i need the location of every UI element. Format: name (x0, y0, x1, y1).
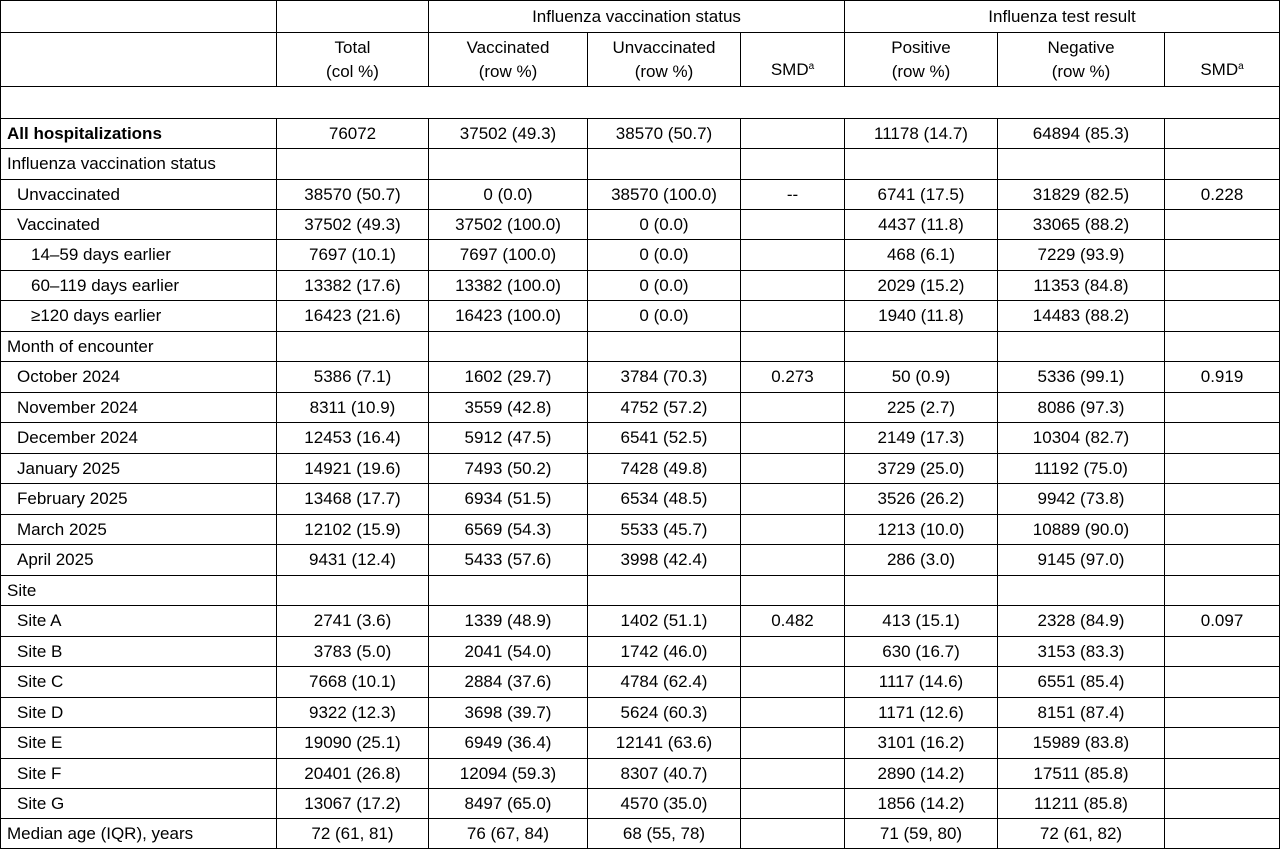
table-cell: 2149 (17.3) (845, 423, 998, 454)
table-cell: 9431 (12.4) (277, 545, 429, 576)
table-cell: 3559 (42.8) (429, 393, 588, 423)
table-cell: 37502 (49.3) (429, 119, 588, 149)
table-row (1, 728, 1280, 759)
table-cell: 413 (15.1) (845, 606, 998, 637)
table-cell: 11211 (85.8) (998, 789, 1165, 819)
table-cell (741, 210, 845, 240)
col-header-smd-test: SMD$^a$ (1165, 33, 1280, 87)
table-row (1, 819, 1280, 849)
table-cell (1165, 119, 1280, 149)
table-cell (741, 454, 845, 484)
table-row (1, 393, 1280, 423)
table-cell: 5433 (57.6) (429, 545, 588, 576)
table-row (1, 271, 1280, 301)
table-cell: 72 (61, 82) (998, 819, 1165, 849)
table-cell (1165, 454, 1280, 484)
table-cell (1165, 545, 1280, 576)
table-cell (741, 576, 845, 606)
row-label: Influenza vaccination status (1, 149, 277, 180)
table-cell: 16423 (21.6) (277, 301, 429, 332)
table-row (1, 149, 1280, 180)
table-cell: 6541 (52.5) (588, 423, 741, 454)
table-cell (1165, 301, 1280, 332)
row-label: April 2025 (1, 545, 277, 576)
table-row (1, 759, 1280, 789)
table-cell: 38570 (50.7) (277, 180, 429, 210)
group-header-test-result: Influenza test result (845, 1, 1280, 33)
table-cell (1165, 210, 1280, 240)
table-cell: 1856 (14.2) (845, 789, 998, 819)
table-cell: 1339 (48.9) (429, 606, 588, 637)
table-row (1, 789, 1280, 819)
table-cell (588, 576, 741, 606)
table-cell: 76 (67, 84) (429, 819, 588, 849)
table-cell: 4570 (35.0) (588, 789, 741, 819)
row-label: Site A (1, 606, 277, 637)
table-row (1, 606, 1280, 637)
table-cell (741, 301, 845, 332)
table-cell (741, 423, 845, 454)
table-cell: 4437 (11.8) (845, 210, 998, 240)
table-cell: 6551 (85.4) (998, 667, 1165, 698)
table-cell: 6934 (51.5) (429, 484, 588, 515)
table-cell: 8311 (10.9) (277, 393, 429, 423)
table-cell (1165, 332, 1280, 362)
table-cell: 12102 (15.9) (277, 515, 429, 545)
table-cell (1165, 240, 1280, 271)
table-cell: 71 (59, 80) (845, 819, 998, 849)
table-cell: 38570 (50.7) (588, 119, 741, 149)
table-cell: 4784 (62.4) (588, 667, 741, 698)
table-cell: 5912 (47.5) (429, 423, 588, 454)
table-cell (1165, 423, 1280, 454)
table-cell: 8151 (87.4) (998, 698, 1165, 728)
table-row (1, 210, 1280, 240)
spacer-row (1, 87, 1280, 119)
table-cell (741, 728, 845, 759)
row-label: October 2024 (1, 362, 277, 393)
table-cell (741, 484, 845, 515)
row-label: Site B (1, 637, 277, 667)
table-cell: 38570 (100.0) (588, 180, 741, 210)
table-cell (1165, 271, 1280, 301)
table-cell: 8497 (65.0) (429, 789, 588, 819)
table-cell: 11178 (14.7) (845, 119, 998, 149)
table-cell (741, 667, 845, 698)
table-cell (741, 545, 845, 576)
table-row (1, 119, 1280, 149)
table-cell (1165, 759, 1280, 789)
col-header-positive: Positive (row %) (845, 33, 998, 87)
table-cell: 0 (0.0) (429, 180, 588, 210)
table-cell: 37502 (49.3) (277, 210, 429, 240)
table-cell: 3526 (26.2) (845, 484, 998, 515)
table-cell: 0 (0.0) (588, 210, 741, 240)
row-label: Unvaccinated (1, 180, 277, 210)
table-cell: 630 (16.7) (845, 637, 998, 667)
table-row (1, 301, 1280, 332)
table-cell (1165, 576, 1280, 606)
table-cell: 5533 (45.7) (588, 515, 741, 545)
table-cell: 7697 (10.1) (277, 240, 429, 271)
empty-label-header-cell (1, 33, 277, 87)
table-cell: 3153 (83.3) (998, 637, 1165, 667)
table-cell (998, 149, 1165, 180)
col-header-total: Total (col %) (277, 33, 429, 87)
table-cell: 1402 (51.1) (588, 606, 741, 637)
row-label: Site F (1, 759, 277, 789)
table-cell: 9145 (97.0) (998, 545, 1165, 576)
table-cell (845, 332, 998, 362)
table-cell: 3998 (42.4) (588, 545, 741, 576)
row-label: November 2024 (1, 393, 277, 423)
table-row (1, 180, 1280, 210)
table-cell: 4752 (57.2) (588, 393, 741, 423)
row-label: Month of encounter (1, 332, 277, 362)
table-cell (277, 576, 429, 606)
table-cell: 68 (55, 78) (588, 819, 741, 849)
table-cell (1165, 515, 1280, 545)
table-cell: 17511 (85.8) (998, 759, 1165, 789)
table-cell: 0.097 (1165, 606, 1280, 637)
table-cell: 8086 (97.3) (998, 393, 1165, 423)
table-cell: 50 (0.9) (845, 362, 998, 393)
table-cell: 5336 (99.1) (998, 362, 1165, 393)
table-cell: 11353 (84.8) (998, 271, 1165, 301)
row-label: Site G (1, 789, 277, 819)
table-cell: 7428 (49.8) (588, 454, 741, 484)
table-cell: 0.273 (741, 362, 845, 393)
row-label: Site D (1, 698, 277, 728)
table-row (1, 423, 1280, 454)
table-cell: 6569 (54.3) (429, 515, 588, 545)
table-cell (741, 119, 845, 149)
table-cell: 2890 (14.2) (845, 759, 998, 789)
table-cell: 2029 (15.2) (845, 271, 998, 301)
table-cell: 12094 (59.3) (429, 759, 588, 789)
table-cell: 6949 (36.4) (429, 728, 588, 759)
table-cell: 1940 (11.8) (845, 301, 998, 332)
table-cell: 64894 (85.3) (998, 119, 1165, 149)
table-row (1, 332, 1280, 362)
table-cell (741, 759, 845, 789)
table-cell: 1213 (10.0) (845, 515, 998, 545)
table-cell (741, 698, 845, 728)
table-cell: 9322 (12.3) (277, 698, 429, 728)
table-cell (741, 240, 845, 271)
table-cell: 0 (0.0) (588, 271, 741, 301)
table-cell (741, 271, 845, 301)
table-cell (429, 576, 588, 606)
table-cell: 0.228 (1165, 180, 1280, 210)
group-header-row (1, 1, 1280, 33)
table-cell: 10889 (90.0) (998, 515, 1165, 545)
table-cell: 0 (0.0) (588, 240, 741, 271)
table-cell: 14483 (88.2) (998, 301, 1165, 332)
table-row (1, 362, 1280, 393)
table-cell (741, 332, 845, 362)
table-cell: 11192 (75.0) (998, 454, 1165, 484)
table-cell: 12453 (16.4) (277, 423, 429, 454)
table-cell: 3729 (25.0) (845, 454, 998, 484)
column-header-row (1, 33, 1280, 87)
table-cell: 468 (6.1) (845, 240, 998, 271)
table-cell: 6534 (48.5) (588, 484, 741, 515)
row-label: December 2024 (1, 423, 277, 454)
row-label: Median age (IQR), years (1, 819, 277, 849)
table-cell: 37502 (100.0) (429, 210, 588, 240)
table-cell: 13382 (17.6) (277, 271, 429, 301)
table-row (1, 454, 1280, 484)
empty-corner-cell (1, 1, 277, 33)
row-label: March 2025 (1, 515, 277, 545)
table-cell (1165, 484, 1280, 515)
table-cell: 3698 (39.7) (429, 698, 588, 728)
table-cell: 6741 (17.5) (845, 180, 998, 210)
row-label: January 2025 (1, 454, 277, 484)
table-cell (588, 332, 741, 362)
table-cell: 7229 (93.9) (998, 240, 1165, 271)
table-cell: 20401 (26.8) (277, 759, 429, 789)
table-cell: 3101 (16.2) (845, 728, 998, 759)
table-cell (1165, 819, 1280, 849)
table-cell (1165, 149, 1280, 180)
col-header-vaccinated: Vaccinated (row %) (429, 33, 588, 87)
table-cell (741, 149, 845, 180)
table-cell: 3783 (5.0) (277, 637, 429, 667)
table-cell: 2741 (3.6) (277, 606, 429, 637)
table-cell: 1742 (46.0) (588, 637, 741, 667)
table-cell (845, 576, 998, 606)
row-label: Vaccinated (1, 210, 277, 240)
table-cell: 33065 (88.2) (998, 210, 1165, 240)
table-cell (741, 819, 845, 849)
table-cell: 13067 (17.2) (277, 789, 429, 819)
table-cell: 15989 (83.8) (998, 728, 1165, 759)
table-cell: 8307 (40.7) (588, 759, 741, 789)
table-cell: 31829 (82.5) (998, 180, 1165, 210)
table-cell (277, 332, 429, 362)
table-cell: 13382 (100.0) (429, 271, 588, 301)
table-cell: 7493 (50.2) (429, 454, 588, 484)
table-cell (1165, 728, 1280, 759)
table-cell (998, 332, 1165, 362)
row-label: 60–119 days earlier (1, 271, 277, 301)
spacer-cell (1, 87, 1280, 119)
table-cell: 1602 (29.7) (429, 362, 588, 393)
table-cell: 12141 (63.6) (588, 728, 741, 759)
table-cell (741, 393, 845, 423)
row-label: Site E (1, 728, 277, 759)
table-cell (1165, 637, 1280, 667)
col-header-smd-vaccination: SMD$^a$ (741, 33, 845, 87)
table-cell: 14921 (19.6) (277, 454, 429, 484)
row-label: 14–59 days earlier (1, 240, 277, 271)
table-cell (429, 149, 588, 180)
table-cell (588, 149, 741, 180)
row-label: Site C (1, 667, 277, 698)
table-cell: 0.482 (741, 606, 845, 637)
table-body (1, 119, 1280, 849)
table-cell: 3784 (70.3) (588, 362, 741, 393)
table-cell (741, 637, 845, 667)
group-header-vaccination: Influenza vaccination status (429, 1, 845, 33)
table-row (1, 637, 1280, 667)
table-cell (277, 149, 429, 180)
table-cell (429, 332, 588, 362)
table-cell: 9942 (73.8) (998, 484, 1165, 515)
empty-total-group-cell (277, 1, 429, 33)
table-cell: 1117 (14.6) (845, 667, 998, 698)
table-row (1, 545, 1280, 576)
table-cell: 16423 (100.0) (429, 301, 588, 332)
table-cell: 0.919 (1165, 362, 1280, 393)
table-cell: 5624 (60.3) (588, 698, 741, 728)
table-cell (845, 149, 998, 180)
table-cell: 7668 (10.1) (277, 667, 429, 698)
row-label: Site (1, 576, 277, 606)
table-cell: 10304 (82.7) (998, 423, 1165, 454)
col-header-negative: Negative (row %) (998, 33, 1165, 87)
table-cell (1165, 393, 1280, 423)
row-label: All hospitalizations (1, 119, 277, 149)
table-cell: 0 (0.0) (588, 301, 741, 332)
table-cell: 1171 (12.6) (845, 698, 998, 728)
table-cell: 72 (61, 81) (277, 819, 429, 849)
table-row (1, 240, 1280, 271)
table-cell: -- (741, 180, 845, 210)
table-cell (1165, 698, 1280, 728)
row-label: February 2025 (1, 484, 277, 515)
table-cell (998, 576, 1165, 606)
table-cell: 2328 (84.9) (998, 606, 1165, 637)
table-row (1, 667, 1280, 698)
table-cell: 225 (2.7) (845, 393, 998, 423)
table-row (1, 484, 1280, 515)
row-label: ≥120 days earlier (1, 301, 277, 332)
table-cell: 286 (3.0) (845, 545, 998, 576)
table-cell: 5386 (7.1) (277, 362, 429, 393)
table-cell (1165, 667, 1280, 698)
table-cell (741, 515, 845, 545)
table-row (1, 698, 1280, 728)
table-cell: 2041 (54.0) (429, 637, 588, 667)
table-cell (1165, 789, 1280, 819)
table-cell: 13468 (17.7) (277, 484, 429, 515)
table-cell: 2884 (37.6) (429, 667, 588, 698)
col-header-unvaccinated: Unvaccinated (row %) (588, 33, 741, 87)
table-row (1, 576, 1280, 606)
table-cell: 76072 (277, 119, 429, 149)
table-row (1, 515, 1280, 545)
table-cell (741, 789, 845, 819)
table-cell: 19090 (25.1) (277, 728, 429, 759)
table-cell: 7697 (100.0) (429, 240, 588, 271)
